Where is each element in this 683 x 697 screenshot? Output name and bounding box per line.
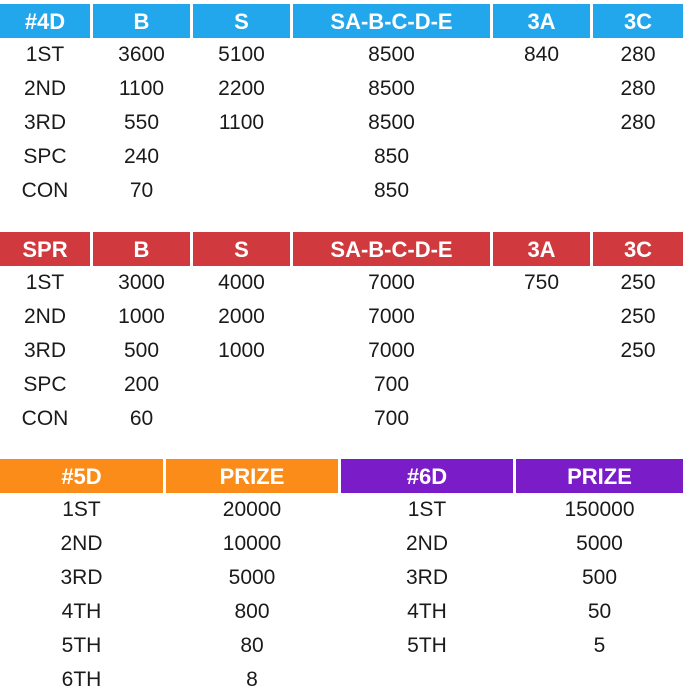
header-3c: 3C <box>593 232 683 266</box>
cell-prize: 8 <box>246 668 258 691</box>
table-row <box>0 595 683 629</box>
cell-s <box>193 368 290 402</box>
cell-sa-b-c-d-e: 8500 <box>368 43 415 66</box>
cell-prize: 5000 <box>576 532 623 555</box>
cell-sa-b-c-d-e: 700 <box>373 373 410 396</box>
table-5d-6d <box>0 459 683 697</box>
cell-b: 70 <box>129 179 154 202</box>
table-header-row <box>0 459 683 493</box>
cell-3a <box>493 368 590 402</box>
header-6d: #6D <box>341 459 513 493</box>
cell-prize <box>516 663 683 697</box>
table-row <box>0 266 683 300</box>
cell-3c <box>593 402 683 436</box>
cell-spr: 3RD <box>23 339 66 362</box>
table-row <box>0 368 683 402</box>
cell-3a: 840 <box>523 43 560 66</box>
cell-s: 5100 <box>218 43 265 66</box>
cell-prize: 50 <box>587 600 612 623</box>
table-header-row <box>0 4 683 38</box>
cell-b: 200 <box>123 373 160 396</box>
table-row <box>0 334 683 368</box>
cell-4d: 1ST <box>25 43 65 66</box>
cell-prize: 20000 <box>222 498 282 521</box>
header-3a: 3A <box>493 4 590 38</box>
header-sa-b-c-d-e: SA-B-C-D-E <box>293 232 490 266</box>
header-sa-b-c-d-e: SA-B-C-D-E <box>293 4 490 38</box>
table-row <box>0 402 683 436</box>
cell-s <box>193 140 290 174</box>
cell-3a <box>493 106 590 140</box>
cell-sa-b-c-d-e: 8500 <box>368 77 415 100</box>
table-row <box>0 527 683 561</box>
cell-3c <box>593 174 683 208</box>
cell-5d: 6TH <box>61 668 102 691</box>
table-row <box>0 38 683 72</box>
header-3c: 3C <box>593 4 683 38</box>
cell-prize: 80 <box>240 634 264 657</box>
cell-s <box>193 402 290 436</box>
table-row <box>0 72 683 106</box>
cell-prize: 10000 <box>222 532 282 555</box>
cell-spr: CON <box>21 407 69 430</box>
cell-3a <box>493 174 590 208</box>
cell-3c <box>593 368 683 402</box>
cell-b: 60 <box>129 407 154 430</box>
cell-b: 500 <box>123 339 160 362</box>
header-4d: #4D <box>0 4 90 38</box>
cell-5d: 5TH <box>61 634 102 657</box>
cell-3a <box>493 402 590 436</box>
table-header-row <box>0 232 683 266</box>
table-spr <box>0 232 683 436</box>
cell-3a <box>493 300 590 334</box>
cell-b: 1000 <box>118 305 165 328</box>
cell-3a <box>493 140 590 174</box>
table-row <box>0 106 683 140</box>
cell-s <box>193 174 290 208</box>
cell-prize: 150000 <box>564 498 635 521</box>
cell-spr: SPC <box>23 373 67 396</box>
cell-6d: 1ST <box>407 498 447 521</box>
header-b: B <box>93 232 190 266</box>
cell-6d <box>341 663 513 697</box>
cell-s: 2000 <box>218 305 265 328</box>
cell-3a <box>493 334 590 368</box>
cell-sa-b-c-d-e: 8500 <box>368 111 415 134</box>
cell-6d: 2ND <box>405 532 448 555</box>
cell-4d: SPC <box>23 145 67 168</box>
cell-5d: 1ST <box>62 498 101 521</box>
cell-prize: 500 <box>581 566 618 589</box>
table-row <box>0 300 683 334</box>
table-row <box>0 663 683 697</box>
cell-3c: 280 <box>620 43 656 66</box>
cell-b: 3000 <box>118 271 165 294</box>
cell-4d: 3RD <box>23 111 66 134</box>
cell-3a <box>493 72 590 106</box>
header-s: S <box>193 232 290 266</box>
cell-sa-b-c-d-e: 7000 <box>368 271 415 294</box>
cell-sa-b-c-d-e: 7000 <box>368 305 415 328</box>
cell-sa-b-c-d-e: 850 <box>373 145 410 168</box>
cell-b: 240 <box>123 145 160 168</box>
cell-3c: 250 <box>620 271 656 294</box>
cell-4d: CON <box>21 179 69 202</box>
cell-s: 2200 <box>218 77 265 100</box>
header-prize: PRIZE <box>166 459 338 493</box>
table-row <box>0 493 683 527</box>
cell-prize: 5 <box>593 634 606 657</box>
cell-s: 1100 <box>218 111 265 134</box>
cell-prize: 800 <box>234 600 270 623</box>
cell-spr: 1ST <box>25 271 65 294</box>
table-row <box>0 140 683 174</box>
cell-3a: 750 <box>523 271 560 294</box>
table-row <box>0 174 683 208</box>
header-spr: SPR <box>0 232 90 266</box>
cell-3c: 280 <box>620 77 656 100</box>
table-4d <box>0 4 683 208</box>
cell-sa-b-c-d-e: 700 <box>373 407 410 430</box>
header-prize: PRIZE <box>516 459 683 493</box>
cell-5d: 2ND <box>60 532 103 555</box>
cell-6d: 4TH <box>407 600 447 623</box>
cell-6d: 5TH <box>407 634 447 657</box>
cell-s: 4000 <box>218 271 265 294</box>
cell-b: 550 <box>123 111 160 134</box>
cell-5d: 3RD <box>60 566 103 589</box>
cell-3c: 280 <box>620 111 656 134</box>
table-row <box>0 561 683 595</box>
cell-sa-b-c-d-e: 7000 <box>368 339 415 362</box>
cell-spr: 2ND <box>23 305 66 328</box>
cell-b: 1100 <box>118 77 165 100</box>
header-s: S <box>193 4 290 38</box>
header-3a: 3A <box>493 232 590 266</box>
cell-4d: 2ND <box>23 77 66 100</box>
cell-6d: 3RD <box>405 566 448 589</box>
cell-prize: 5000 <box>228 566 276 589</box>
cell-3c: 250 <box>620 339 656 362</box>
cell-3c: 250 <box>620 305 656 328</box>
cell-s: 1000 <box>218 339 265 362</box>
cell-sa-b-c-d-e: 850 <box>373 179 410 202</box>
header-5d: #5D <box>0 459 163 493</box>
cell-5d: 4TH <box>61 600 102 623</box>
cell-3c <box>593 140 683 174</box>
header-b: B <box>93 4 190 38</box>
table-row <box>0 629 683 663</box>
cell-b: 3600 <box>118 43 165 66</box>
